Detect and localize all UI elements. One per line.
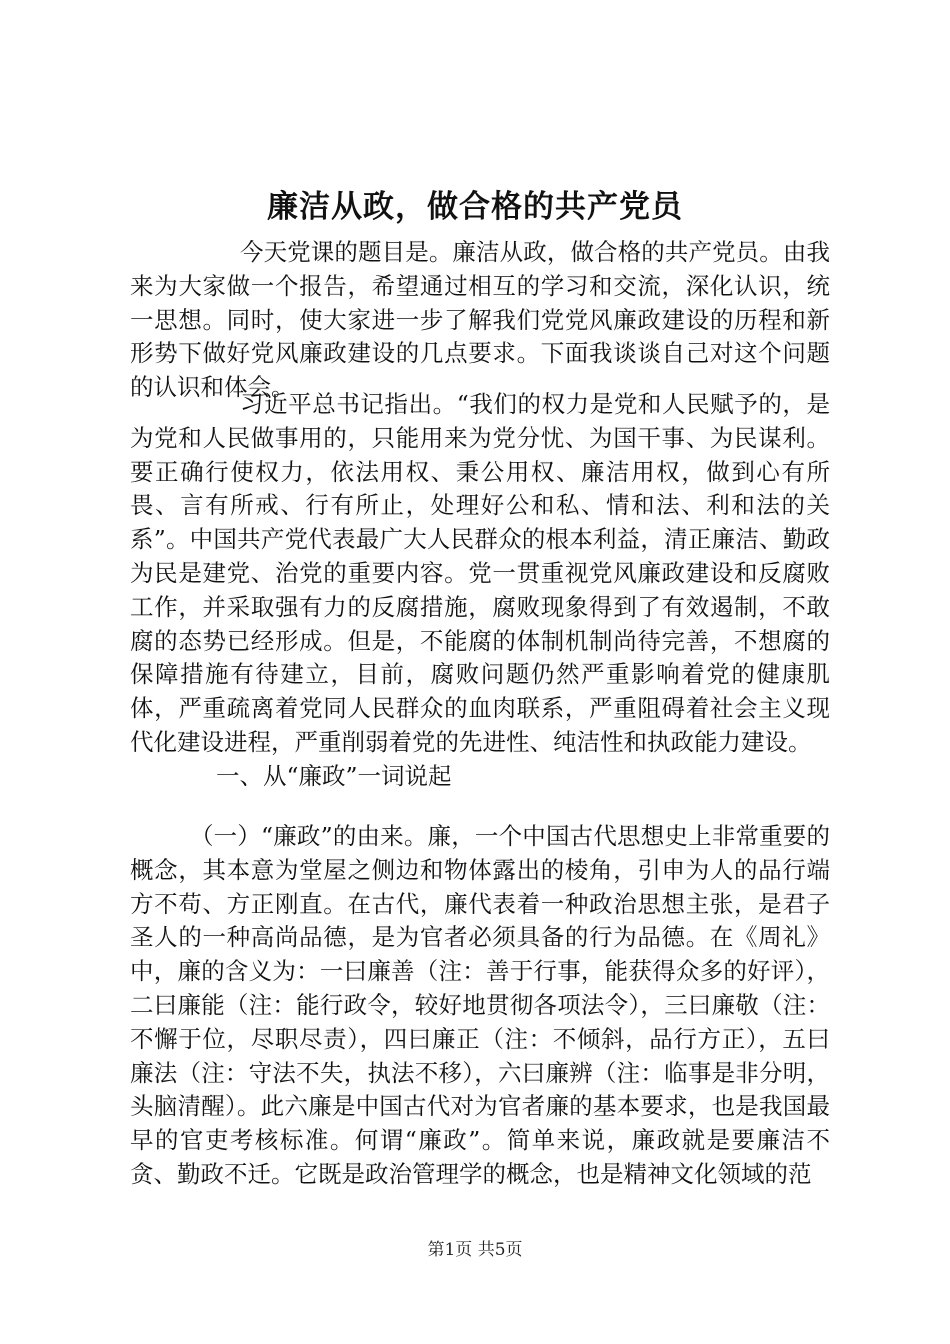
section-paragraph: （一）“廉政”的由来。廉，一个中国古代思想史上非常重要的概念，其本意为堂屋之侧边和物体露出的棱角，引申为人的品行端方不苟、方正刚直。在古代，廉代表着一种政治思想主张，是君子圣人的一种高尚品德，是为官者必须具备的行为品德。在《周礼》中，廉的含义为：一曰廉善（注：善于行事，能获得众多的好评），二曰廉能（注：能行政令，较好地贯彻各项法令），三曰廉敬（注：不懈于位，尽职尽责），四曰廉正（注：不倾斜，品行方正），五曰廉法（注：守法不失，执法不移），六曰廉辨（注：临事是非分明，头脑清醒）。此六廉是中国古代对为官者廉的基本要求，也是我国最早的官吏考核标准。何谓“廉政”。简单来说，廉政就是要廉洁不贪、勤政不迁。它既是政治管理学的概念，也是精神文化领域的范	[130, 822, 830, 1188]
section-heading: 一、从“廉政”一词说起	[216, 762, 452, 790]
document-title: 廉洁从政，做合格的共产党员	[267, 189, 683, 225]
page-number: 第1页 共5页	[427, 1240, 523, 1260]
intro-paragraph: 今天党课的题目是。廉洁从政，做合格的共产党员。由我来为大家做一个报告，希望通过相互的学习和交流，深化认识，统一思想。同时，使大家进一步了解我们党党风廉政建设的历程和新形势下做好党风廉政建设的几点要求。下面我谈谈自己对这个问题的认识和体会。	[130, 238, 830, 402]
quote-paragraph: 习近平总书记指出。“我们的权力是党和人民赋予的，是为党和人民做事用的，只能用来为党分忧、为国干事、为民谋利。要正确行使权力，依法用权、秉公用权、廉洁用权，做到心有所畏、言有所戒、行有所止，处理好公和私、情和法、利和法的关系”。中国共产党代表最广大人民群众的根本利益，清正廉洁、勤政为民是建党、治党的重要内容。党一贯重视党风廉政建设和反腐败工作，并采取强有力的反腐措施，腐败现象得到了有效遏制，不敢腐的态势已经形成。但是，不能腐的体制机制尚待完善，不想腐的保障措施有待建立，目前，腐败问题仍然严重影响着党的健康肌体，严重疏离着党同人民群众的血肉联系，严重阻碍着社会主义现代化建设进程，严重削弱着党的先进性、纯洁性和执政能力建设。	[130, 390, 830, 756]
